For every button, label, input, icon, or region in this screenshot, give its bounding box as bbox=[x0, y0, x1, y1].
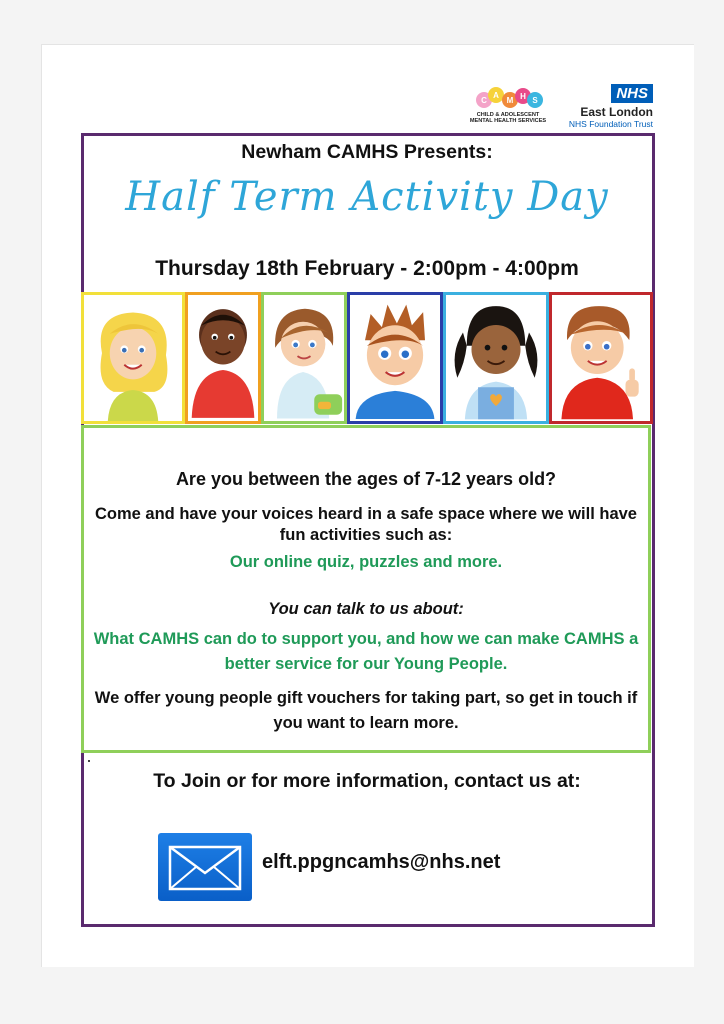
talk-topics: What CAMHS can do to support you, and how we can make CAMHS a better service for our Young People. bbox=[93, 630, 639, 673]
camhs-letter-a: A bbox=[493, 91, 499, 100]
girl-pigtails-icon bbox=[446, 295, 546, 421]
camhs-letter-c: C bbox=[481, 96, 487, 105]
camhs-tagline-line2: MENTAL HEALTH SERVICES bbox=[469, 118, 547, 125]
nhs-logo bbox=[566, 84, 656, 134]
boy-spiky-hair-icon bbox=[350, 295, 440, 421]
age-question: Are you between the ages of 7-12 years old? bbox=[175, 469, 557, 489]
info-box bbox=[81, 425, 651, 753]
presents-heading: Newham CAMHS Presents: bbox=[241, 141, 493, 163]
camhs-letter-h: H bbox=[520, 92, 526, 101]
camhs-tagline bbox=[462, 112, 554, 125]
camhs-bubbles-icon bbox=[474, 86, 546, 112]
camhs-logo bbox=[462, 86, 554, 132]
event-title: Half Term Activity Day bbox=[125, 174, 609, 220]
boy-thumbs-up-icon bbox=[552, 295, 650, 421]
camhs-letter-m: M bbox=[506, 96, 514, 105]
talk-heading: You can talk to us about: bbox=[268, 600, 464, 618]
nhs-trust-name: East London bbox=[580, 105, 653, 119]
girl-brown-hair-icon bbox=[264, 295, 344, 421]
activities-text: Our online quiz, puzzles and more. bbox=[229, 553, 503, 571]
kid-tile-boy-spiky-hair bbox=[347, 292, 443, 424]
contact-heading: To Join or for more information, contact us at: bbox=[153, 770, 581, 792]
nhs-badge: NHS bbox=[611, 84, 653, 103]
kid-tile-girl-pigtails bbox=[443, 292, 549, 424]
camhs-letter-s: S bbox=[532, 96, 538, 105]
kids-illustration-strip bbox=[81, 292, 653, 428]
camhs-tagline-line1: CHILD & ADOLESCENT bbox=[476, 112, 540, 118]
event-datetime: Thursday 18th February - 2:00pm - 4:00pm bbox=[155, 257, 579, 280]
boy-red-shirt-icon bbox=[188, 295, 258, 421]
kid-tile-girl-blonde bbox=[81, 292, 185, 424]
kid-tile-girl-brown-hair bbox=[261, 292, 347, 424]
contact-email-link[interactable]: elft.ppgncamhs@nhs.net bbox=[262, 851, 501, 873]
stray-dot bbox=[88, 760, 90, 762]
kid-tile-boy-thumbs-up bbox=[549, 292, 653, 424]
envelope-icon bbox=[158, 833, 252, 901]
girl-blonde-icon bbox=[84, 295, 182, 421]
kid-tile-boy-red-shirt bbox=[185, 292, 261, 424]
invite-text: Come and have your voices heard in a safe space where we will have fun activities such as: bbox=[95, 505, 637, 544]
vouchers-text: We offer young people gift vouchers for taking part, so get in touch if you want to learn more. bbox=[94, 689, 638, 732]
nhs-trust-subtitle: NHS Foundation Trust bbox=[568, 119, 653, 129]
